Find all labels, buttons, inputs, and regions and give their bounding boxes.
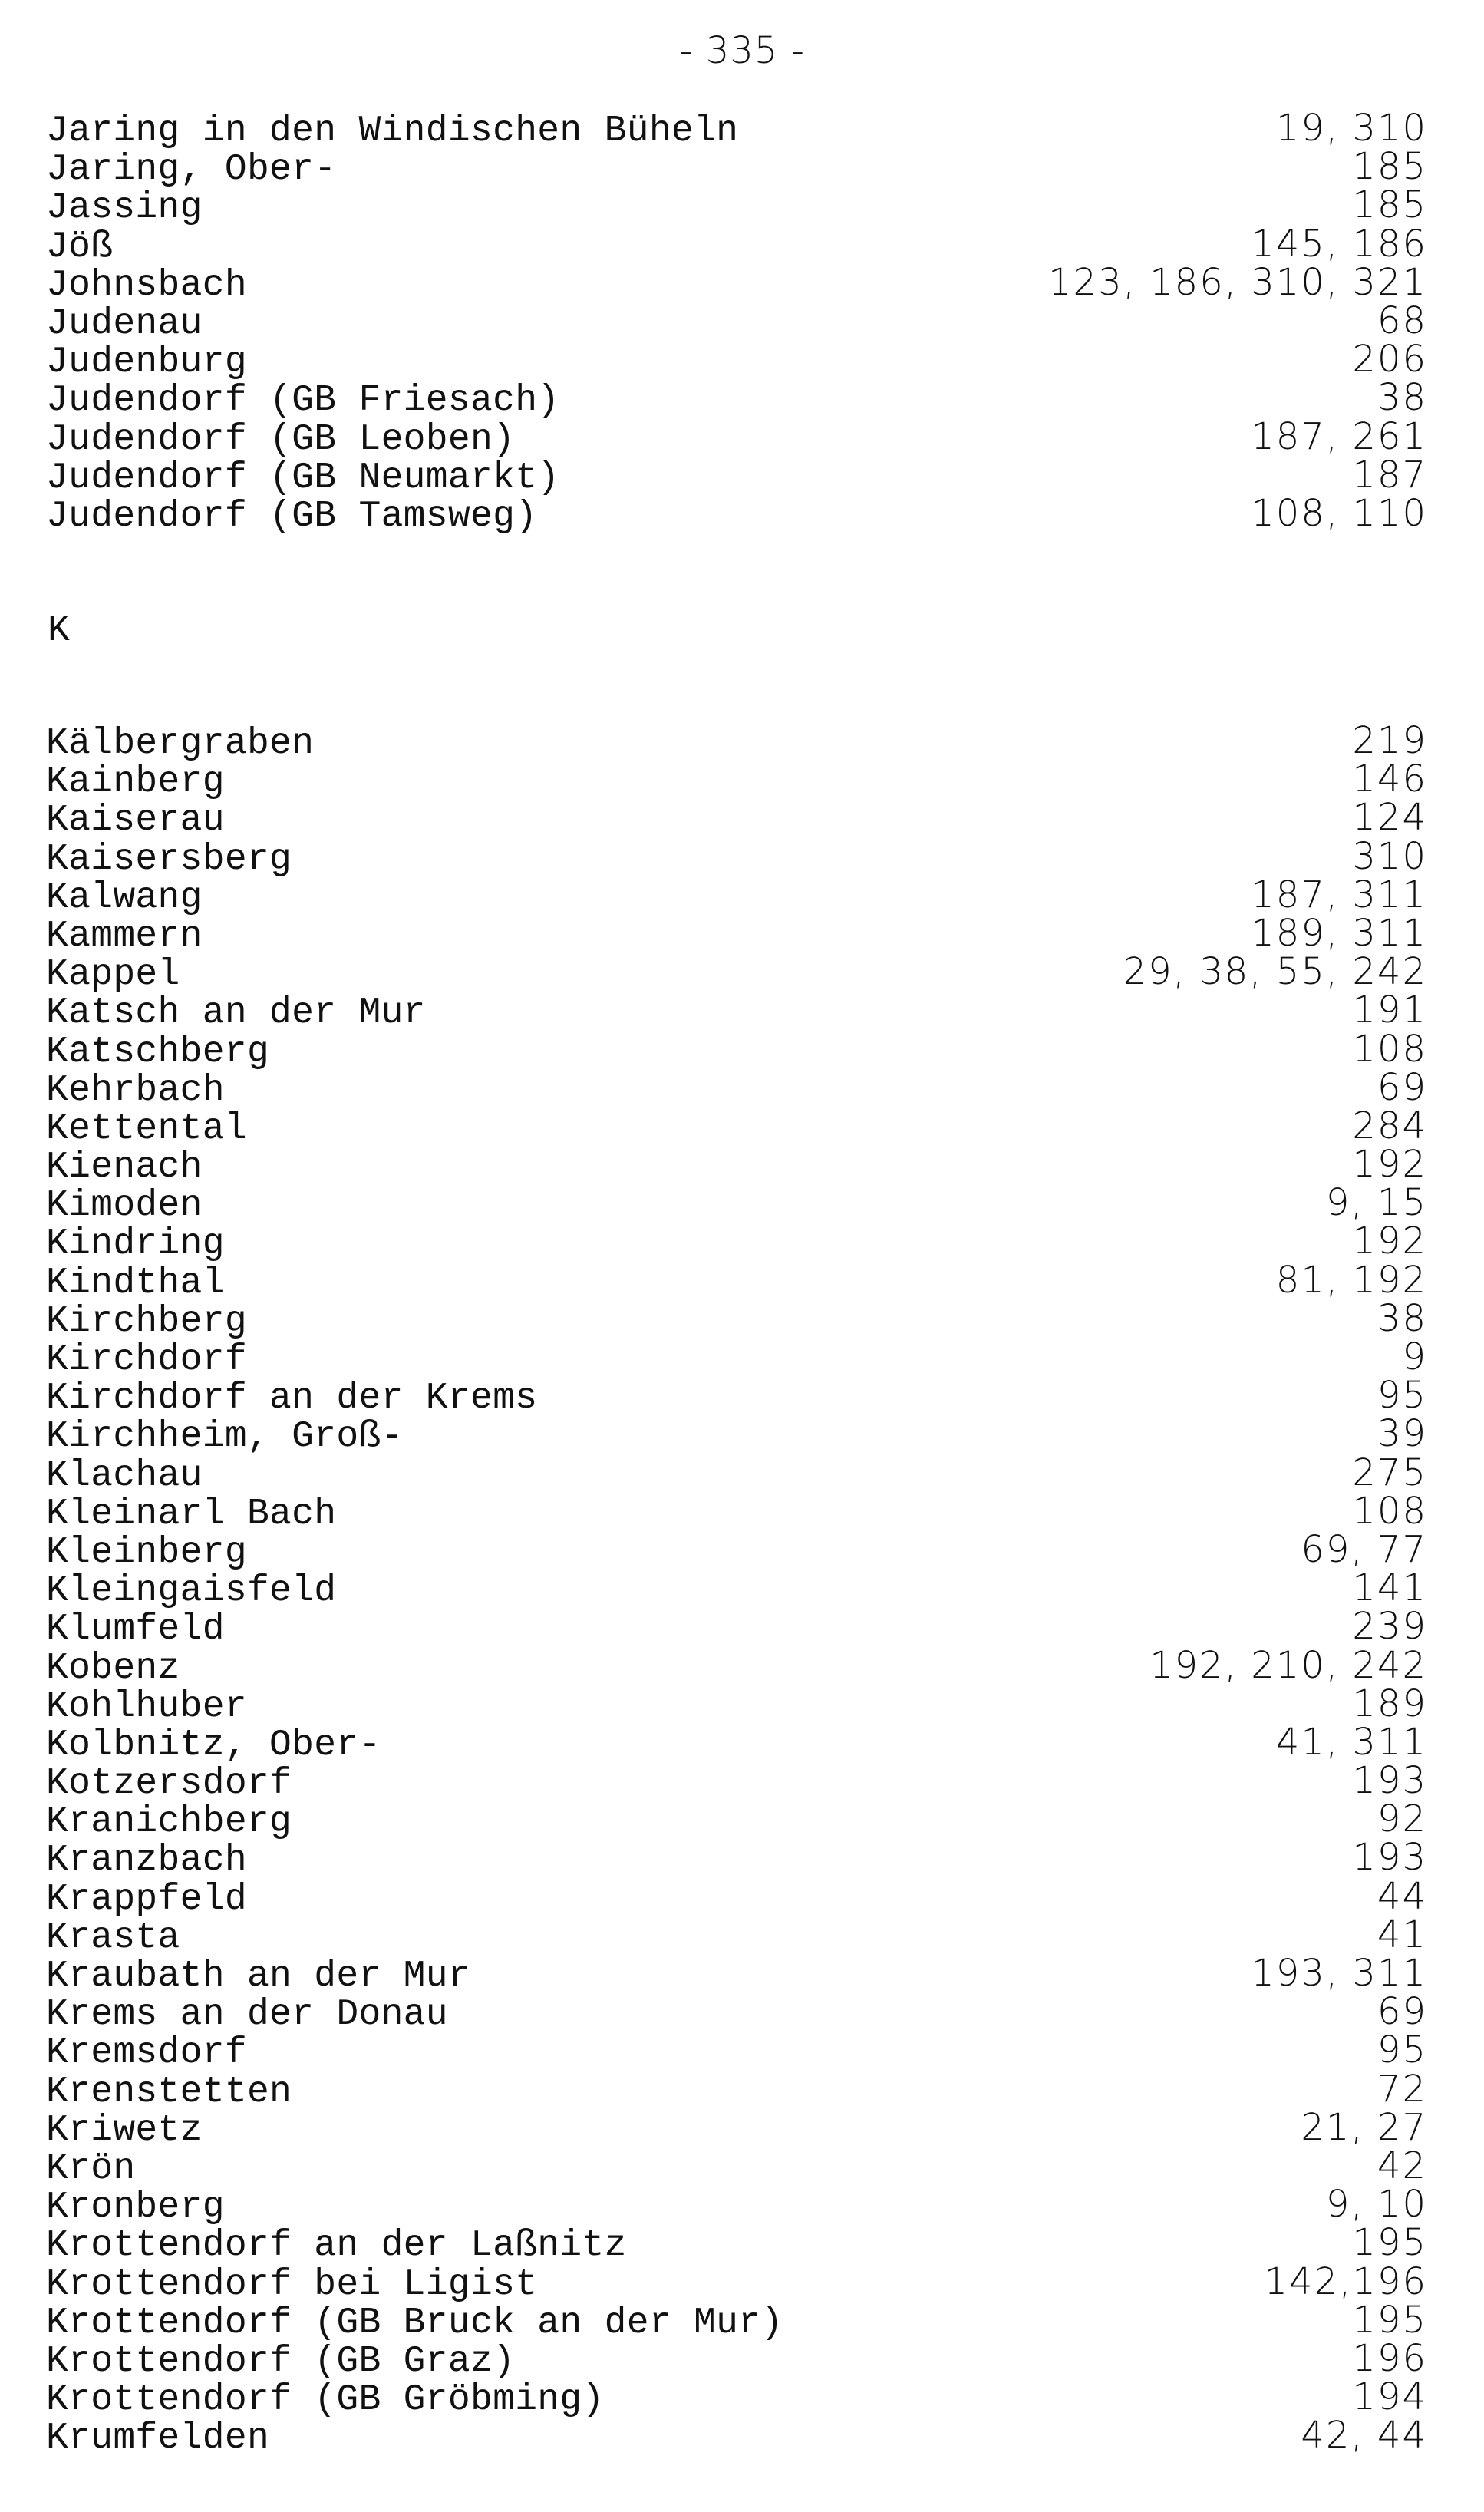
entry-place-name: Jaring, Ober- bbox=[46, 149, 337, 191]
index-entry bbox=[46, 911, 1427, 957]
entry-page-references: 189 bbox=[1352, 1682, 1427, 1725]
entry-place-name: Kolbnitz, Ober- bbox=[46, 1724, 381, 1766]
index-entry bbox=[46, 222, 1427, 268]
entry-page-references: 123, 186, 310, 321 bbox=[1047, 260, 1427, 304]
index-entry bbox=[46, 873, 1427, 919]
entry-place-name: Kappel bbox=[46, 954, 180, 996]
entry-page-references: 275 bbox=[1352, 1451, 1427, 1494]
index-section-k bbox=[46, 719, 1427, 2460]
entry-page-references: 44 bbox=[1377, 1874, 1427, 1918]
entry-place-name: Kohlhuber bbox=[46, 1685, 247, 1728]
entry-page-references: 41, 311 bbox=[1275, 1720, 1427, 1764]
entry-place-name: Krottendorf an der Laßnitz bbox=[46, 2225, 627, 2267]
entry-place-name: Kammern bbox=[46, 915, 203, 957]
entry-place-name: Jassing bbox=[46, 187, 203, 229]
entry-place-name: Kleingaisfeld bbox=[46, 1570, 337, 1612]
entry-page-references: 192, 210, 242 bbox=[1149, 1643, 1427, 1687]
entry-place-name: Kindthal bbox=[46, 1262, 225, 1304]
index-entry bbox=[46, 1296, 1427, 1342]
entry-place-name: Kaiserau bbox=[46, 800, 225, 842]
entry-page-references: 72 bbox=[1377, 2067, 1427, 2111]
index-entry bbox=[46, 1181, 1427, 1227]
entry-page-references: 141 bbox=[1352, 1566, 1427, 1610]
entry-place-name: Krottendorf (GB Graz) bbox=[46, 2340, 516, 2382]
entry-place-name: Klachau bbox=[46, 1454, 203, 1497]
entry-place-name: Kirchberg bbox=[46, 1300, 247, 1342]
index-entry bbox=[46, 1027, 1427, 1073]
entry-place-name: Krappfeld bbox=[46, 1878, 247, 1920]
entry-page-references: 195 bbox=[1352, 2221, 1427, 2265]
entry-place-name: Kalwang bbox=[46, 876, 203, 919]
index-entry bbox=[46, 1489, 1427, 1535]
entry-place-name: Judendorf (GB Neumarkt) bbox=[46, 457, 560, 499]
entry-place-name: Judenburg bbox=[46, 342, 247, 384]
entry-page-references: 69, 77 bbox=[1301, 1527, 1427, 1571]
entry-place-name: Kaisersberg bbox=[46, 838, 292, 880]
entry-place-name: Kindring bbox=[46, 1223, 225, 1266]
index-entry bbox=[46, 2259, 1427, 2306]
index-entry bbox=[46, 107, 1427, 152]
index-entry bbox=[46, 1797, 1427, 1844]
entry-page-references: 187, 261 bbox=[1251, 414, 1427, 458]
entry-place-name: Krems an der Donau bbox=[46, 1994, 448, 2036]
index-entry bbox=[46, 1682, 1427, 1728]
entry-place-name: Krottendorf (GB Bruck an der Mur) bbox=[46, 2302, 783, 2344]
index-entry bbox=[46, 453, 1427, 499]
index-entry bbox=[46, 2028, 1427, 2075]
index-entry bbox=[46, 1643, 1427, 1689]
index-entry bbox=[46, 2414, 1427, 2460]
entry-place-name: Katsch an der Mur bbox=[46, 992, 426, 1035]
entry-place-name: Kronberg bbox=[46, 2187, 225, 2229]
entry-page-references: 310 bbox=[1352, 834, 1427, 878]
page-number: - 335 - bbox=[679, 29, 805, 72]
index-entry bbox=[46, 719, 1427, 764]
entry-page-references: 192 bbox=[1352, 1143, 1427, 1187]
index-entry bbox=[46, 796, 1427, 842]
entry-page-references: 195 bbox=[1352, 2298, 1427, 2342]
index-entry bbox=[46, 1374, 1427, 1420]
index-entry bbox=[46, 491, 1427, 537]
index-entry bbox=[46, 2105, 1427, 2151]
entry-page-references: 9, 15 bbox=[1325, 1181, 1427, 1225]
entry-page-references: 124 bbox=[1352, 796, 1427, 840]
index-entry bbox=[46, 2183, 1427, 2229]
index-entry bbox=[46, 1527, 1427, 1573]
index-entry bbox=[46, 2375, 1427, 2421]
index-entry bbox=[46, 950, 1427, 996]
index-entry bbox=[46, 338, 1427, 384]
index-entry bbox=[46, 2144, 1427, 2190]
index-entry bbox=[46, 1605, 1427, 1651]
entry-page-references: 95 bbox=[1377, 2028, 1427, 2072]
entry-page-references: 69 bbox=[1377, 1065, 1427, 1109]
entry-page-references: 42 bbox=[1377, 2144, 1427, 2187]
entry-place-name: Krottendorf bei Ligist bbox=[46, 2263, 538, 2306]
index-entry bbox=[46, 183, 1427, 229]
index-entry bbox=[46, 414, 1427, 460]
entry-page-references: 38 bbox=[1377, 1296, 1427, 1340]
index-entry bbox=[46, 758, 1427, 804]
entry-page-references: 21, 27 bbox=[1301, 2105, 1427, 2149]
entry-place-name: Krasta bbox=[46, 1916, 180, 1959]
entry-place-name: Kranichberg bbox=[46, 1801, 292, 1844]
index-entry bbox=[46, 2067, 1427, 2113]
index-entry bbox=[46, 1952, 1427, 1997]
entry-page-references: 189, 311 bbox=[1251, 911, 1427, 955]
index-section-j bbox=[46, 107, 1427, 537]
entry-page-references: 142,196 bbox=[1264, 2259, 1427, 2303]
entry-page-references: 9 bbox=[1402, 1335, 1427, 1378]
entry-place-name: Kleinarl Bach bbox=[46, 1493, 337, 1535]
entry-place-name: Kettental bbox=[46, 1107, 247, 1150]
entry-place-name: Judendorf (GB Tamsweg) bbox=[46, 495, 538, 537]
index-entry bbox=[46, 1143, 1427, 1189]
entry-page-references: 219 bbox=[1352, 719, 1427, 762]
index-entry bbox=[46, 1104, 1427, 1150]
entry-place-name: Jaring in den Windischen Büheln bbox=[46, 111, 739, 152]
entry-place-name: Kainberg bbox=[46, 761, 225, 804]
entry-page-references: 95 bbox=[1377, 1374, 1427, 1418]
entry-place-name: Kriwetz bbox=[46, 2109, 203, 2151]
entry-place-name: Krenstetten bbox=[46, 2071, 292, 2113]
entry-page-references: 38 bbox=[1377, 376, 1427, 420]
index-entry bbox=[46, 1335, 1427, 1381]
entry-page-references: 239 bbox=[1352, 1605, 1427, 1649]
letter-heading-k: K bbox=[48, 610, 70, 652]
index-entry bbox=[46, 1566, 1427, 1612]
index-entry bbox=[46, 260, 1427, 306]
entry-page-references: 187, 311 bbox=[1251, 873, 1427, 916]
entry-page-references: 146 bbox=[1352, 758, 1427, 801]
index-entry bbox=[46, 834, 1427, 880]
entry-page-references: 193, 311 bbox=[1251, 1952, 1427, 1995]
entry-place-name: Judendorf (GB Leoben) bbox=[46, 418, 516, 460]
index-entry bbox=[46, 1220, 1427, 1266]
index-entry bbox=[46, 1913, 1427, 1959]
entry-place-name: Kienach bbox=[46, 1147, 203, 1189]
entry-page-references: 42, 44 bbox=[1301, 2414, 1427, 2458]
entry-page-references: 185 bbox=[1352, 183, 1427, 227]
entry-place-name: Judendorf (GB Friesach) bbox=[46, 380, 560, 422]
entry-page-references: 41 bbox=[1377, 1913, 1427, 1956]
entry-place-name: Kremsdorf bbox=[46, 2032, 247, 2075]
entry-place-name: Kotzersdorf bbox=[46, 1763, 292, 1805]
index-entry bbox=[46, 2298, 1427, 2344]
entry-page-references: 69 bbox=[1377, 1990, 1427, 2034]
entry-page-references: 284 bbox=[1352, 1104, 1427, 1147]
entry-place-name: Kimoden bbox=[46, 1185, 203, 1227]
entry-place-name: Johnsbach bbox=[46, 264, 247, 306]
entry-page-references: 19, 310 bbox=[1275, 107, 1427, 150]
entry-place-name: Kleinberg bbox=[46, 1531, 247, 1573]
entry-place-name: Krön bbox=[46, 2147, 136, 2190]
index-entry bbox=[46, 2336, 1427, 2382]
entry-place-name: Judenau bbox=[46, 302, 203, 345]
entry-place-name: Jöß bbox=[46, 226, 114, 268]
entry-place-name: Kirchheim, Groß- bbox=[46, 1416, 404, 1458]
entry-page-references: 191 bbox=[1352, 989, 1427, 1032]
entry-place-name: Kranzbach bbox=[46, 1840, 247, 1882]
index-entry bbox=[46, 1836, 1427, 1882]
entry-place-name: Krumfelden bbox=[46, 2418, 270, 2460]
index-entry bbox=[46, 1874, 1427, 1920]
index-entry bbox=[46, 2221, 1427, 2267]
entry-page-references: 194 bbox=[1352, 2375, 1427, 2419]
entry-place-name: Kirchdorf bbox=[46, 1339, 247, 1381]
entry-page-references: 9, 10 bbox=[1325, 2183, 1427, 2226]
entry-page-references: 39 bbox=[1377, 1412, 1427, 1456]
entry-page-references: 206 bbox=[1352, 338, 1427, 381]
entry-page-references: 185 bbox=[1352, 145, 1427, 189]
entry-place-name: Kirchdorf an der Krems bbox=[46, 1378, 538, 1420]
index-entry bbox=[46, 1065, 1427, 1111]
entry-page-references: 108 bbox=[1352, 1489, 1427, 1533]
index-entry bbox=[46, 299, 1427, 345]
entry-place-name: Klumfeld bbox=[46, 1609, 225, 1651]
entry-place-name: Krottendorf (GB Gröbming) bbox=[46, 2379, 605, 2421]
index-entry bbox=[46, 1990, 1427, 2036]
entry-page-references: 29, 38, 55, 242 bbox=[1123, 950, 1427, 994]
entry-place-name: Kehrbach bbox=[46, 1069, 225, 1111]
index-entry bbox=[46, 1451, 1427, 1497]
entry-page-references: 187 bbox=[1352, 453, 1427, 497]
entry-page-references: 108 bbox=[1352, 1027, 1427, 1071]
index-entry bbox=[46, 145, 1427, 191]
entry-page-references: 196 bbox=[1352, 2336, 1427, 2380]
index-entry bbox=[46, 1258, 1427, 1304]
index-entry bbox=[46, 376, 1427, 422]
entry-page-references: 193 bbox=[1352, 1759, 1427, 1803]
entry-page-references: 193 bbox=[1352, 1836, 1427, 1880]
index-entry bbox=[46, 989, 1427, 1035]
index-entry bbox=[46, 1720, 1427, 1766]
entry-page-references: 81, 192 bbox=[1275, 1258, 1427, 1302]
entry-place-name: Kobenz bbox=[46, 1647, 180, 1689]
entry-page-references: 92 bbox=[1377, 1797, 1427, 1841]
entry-page-references: 68 bbox=[1377, 299, 1427, 342]
index-entry bbox=[46, 1412, 1427, 1458]
index-entry bbox=[46, 1759, 1427, 1805]
entry-place-name: Kälbergraben bbox=[46, 723, 315, 764]
entry-place-name: Kraubath an der Mur bbox=[46, 1956, 470, 1997]
entry-page-references: 192 bbox=[1352, 1220, 1427, 1263]
entry-page-references: 108, 110 bbox=[1251, 491, 1427, 535]
entry-page-references: 145, 186 bbox=[1251, 222, 1427, 266]
entry-place-name: Katschberg bbox=[46, 1031, 270, 1073]
